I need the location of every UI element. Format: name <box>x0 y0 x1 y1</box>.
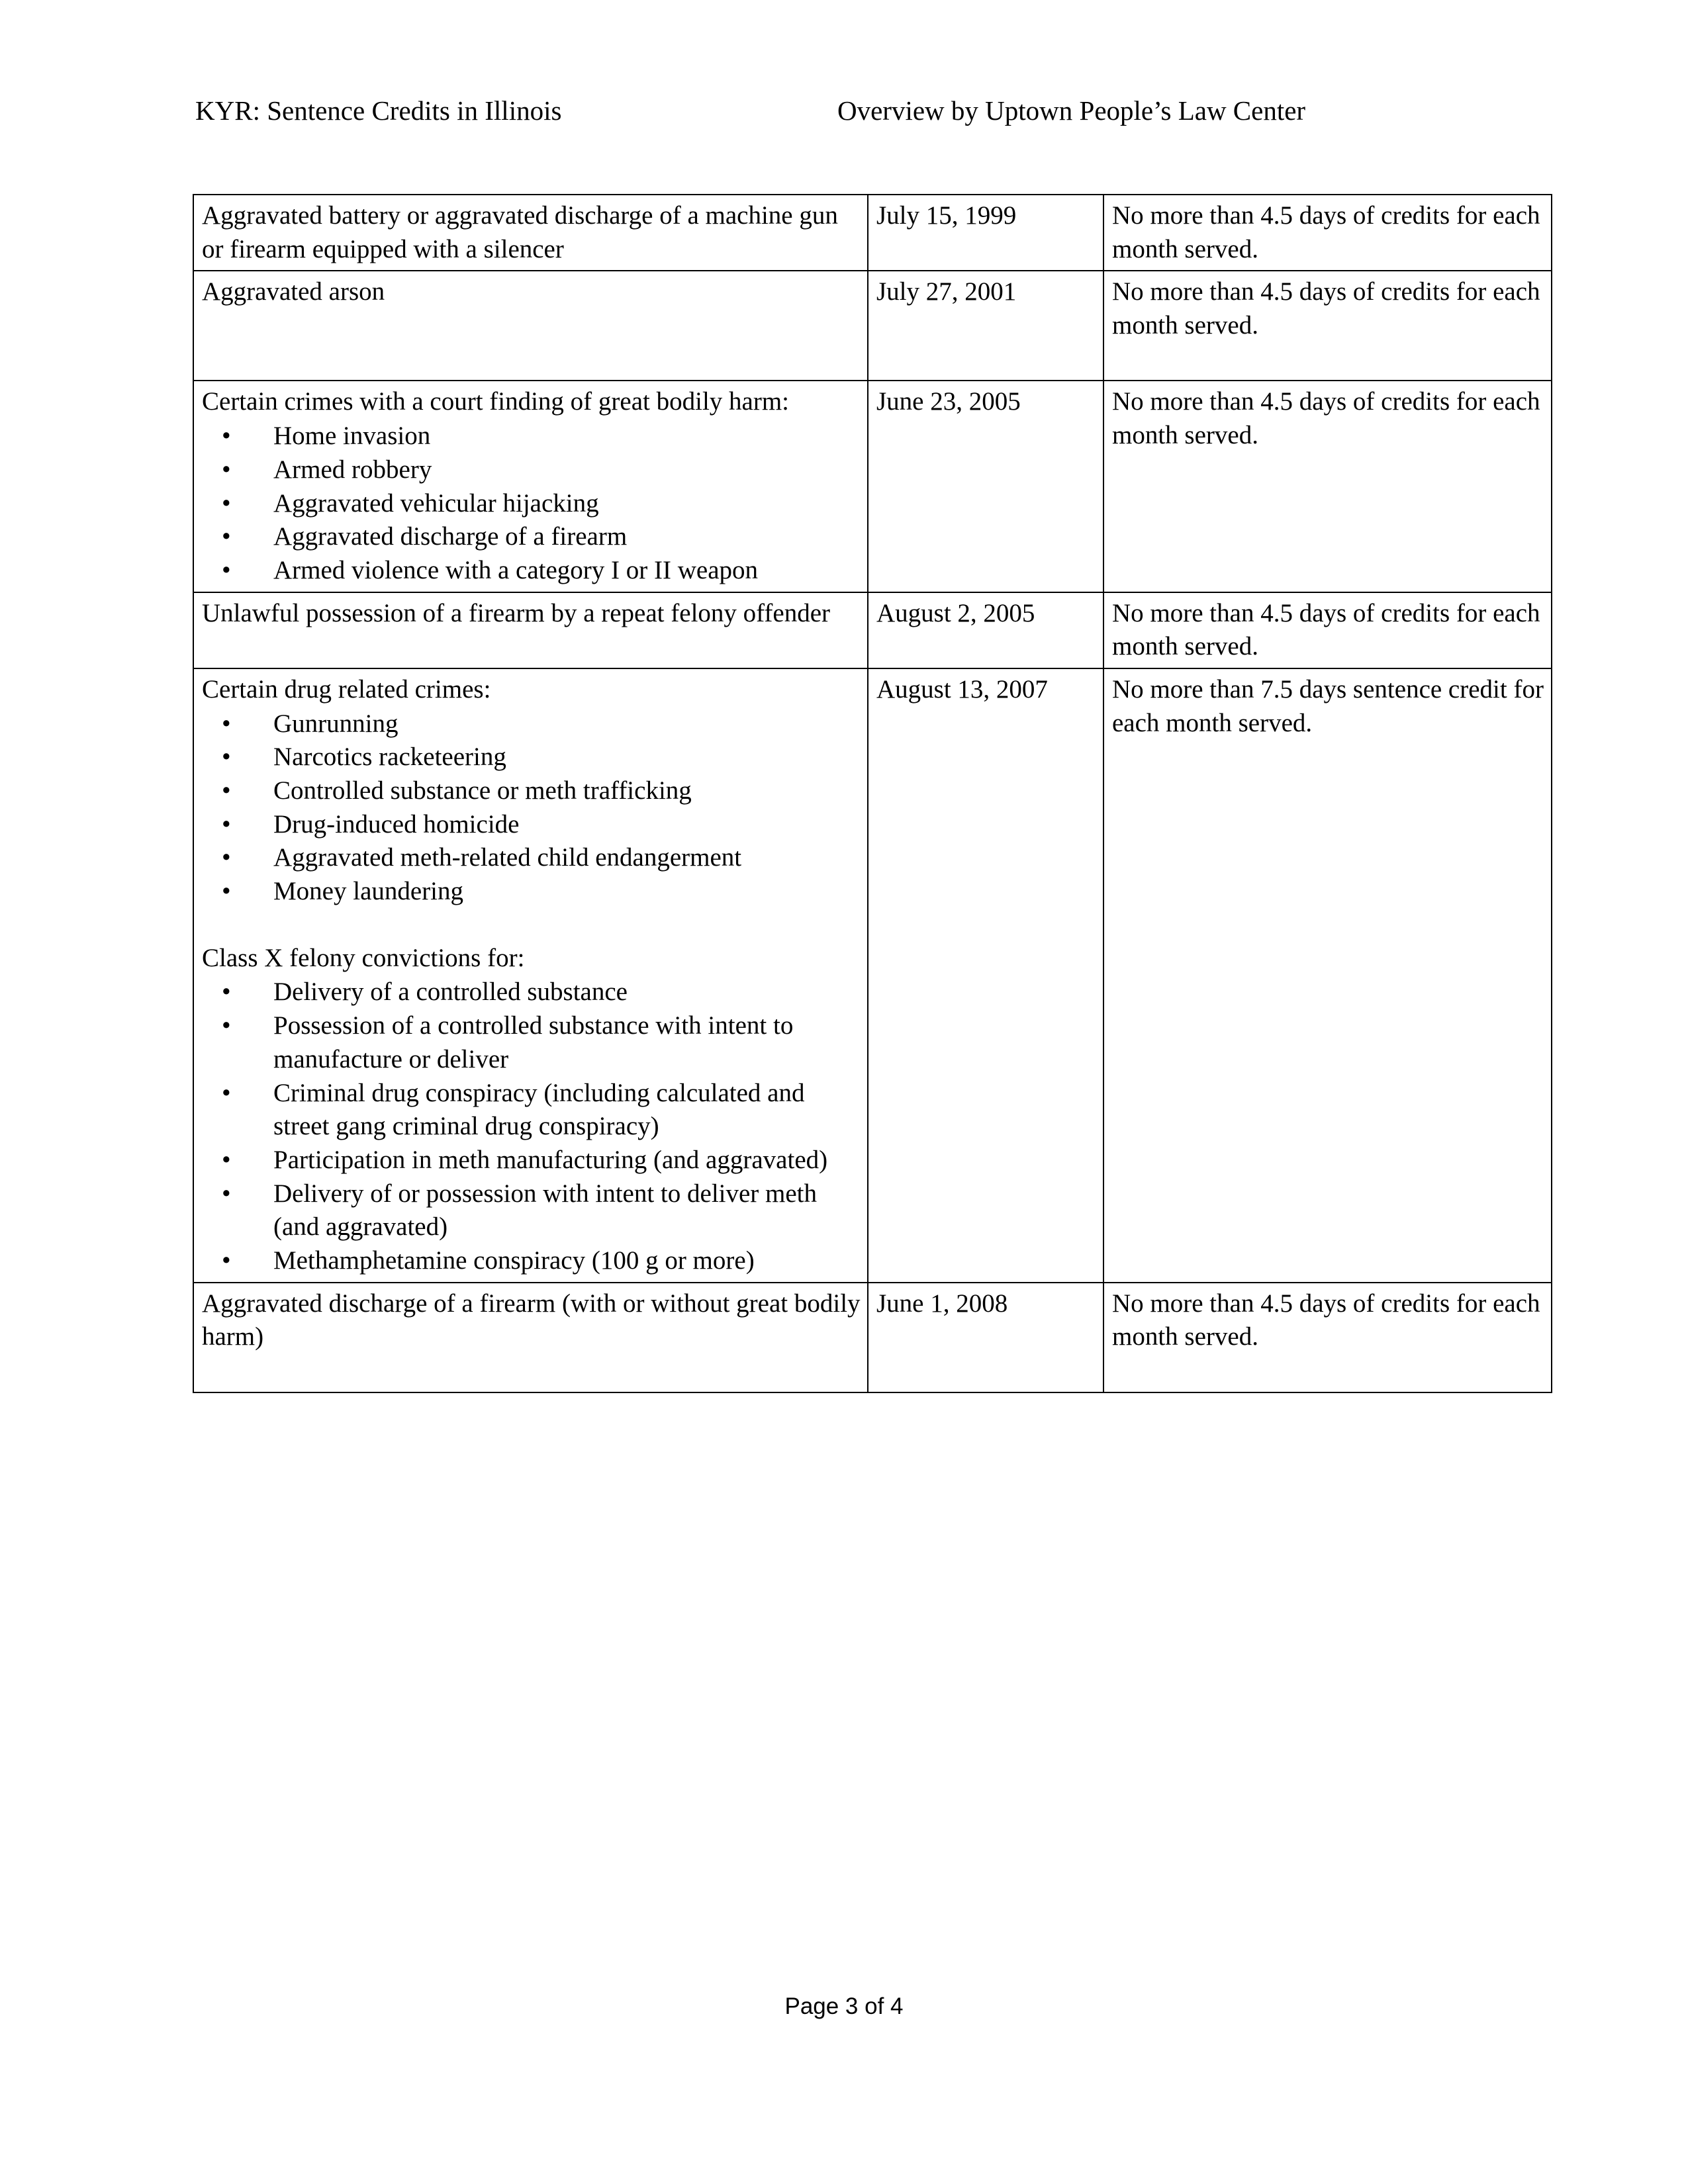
sentence-credits-table <box>193 194 1552 1393</box>
page-footer: Page 3 of 4 <box>784 1993 904 2019</box>
list-item-label: Armed robbery <box>273 455 432 484</box>
list-item-label: Methamphetamine conspiracy (100 g or more) <box>273 1246 755 1275</box>
table-row <box>193 592 1552 668</box>
list-item <box>202 554 861 588</box>
effective-date-cell: June 1, 2008 <box>868 1283 1103 1392</box>
bullet-icon: • <box>222 455 231 484</box>
list-item <box>202 1009 861 1076</box>
list-item-label: Delivery of a controlled substance <box>273 978 628 1007</box>
bullet-icon: • <box>222 555 231 584</box>
list-item <box>202 1177 861 1244</box>
table-row <box>193 271 1552 381</box>
list-item <box>202 741 861 774</box>
offense-bullet-list-2 <box>202 976 861 1277</box>
row-spacer <box>202 343 861 377</box>
bullet-icon: • <box>222 1078 231 1107</box>
list-item-label: Aggravated vehicular hijacking <box>273 488 599 518</box>
credit-rule-cell: No more than 4.5 days of credits for each month served. <box>1103 271 1552 381</box>
list-item-label: Possession of a controlled substance with intent to manufacture or deliver <box>273 1011 794 1073</box>
list-item <box>202 520 861 554</box>
header-title-right: Overview by Uptown People’s Law Center <box>837 95 1306 126</box>
offense-text: Aggravated battery or aggravated discharge of a machine gun or firearm equipped with a silencer <box>202 201 838 263</box>
bullet-icon: • <box>222 422 231 451</box>
header-title-left: KYR: Sentence Credits in Illinois <box>195 95 562 126</box>
effective-date-cell: August 13, 2007 <box>868 668 1103 1283</box>
bullet-icon: • <box>222 488 231 518</box>
table-row <box>193 1283 1552 1392</box>
list-item <box>202 774 861 808</box>
list-item-label: Narcotics racketeering <box>273 743 506 772</box>
offense-text: Aggravated arson <box>202 277 385 306</box>
list-item-label: Drug-induced homicide <box>273 809 520 839</box>
offense-cell <box>193 668 868 1283</box>
offense-cell <box>193 1283 868 1392</box>
list-item-label: Armed violence with a category I or II weapon <box>273 555 759 584</box>
list-item <box>202 841 861 875</box>
list-item-label: Participation in meth manufacturing (and aggravated) <box>273 1145 828 1174</box>
list-item <box>202 487 861 521</box>
offense-text: Unlawful possession of a firearm by a repeat felony offender <box>202 598 831 627</box>
list-item-label: Controlled substance or meth trafficking <box>273 776 692 805</box>
table-row <box>193 381 1552 592</box>
offense-bullet-list <box>202 707 861 909</box>
table-row <box>193 195 1552 271</box>
list-item <box>202 1144 861 1177</box>
effective-date-cell: August 2, 2005 <box>868 592 1103 668</box>
row-spacer <box>202 1354 861 1388</box>
offense-bullet-list <box>202 420 861 587</box>
bullet-icon: • <box>222 709 231 738</box>
bullet-icon: • <box>222 843 231 872</box>
list-item-label: Aggravated meth-related child endangerment <box>273 843 742 872</box>
offense-cell <box>193 592 868 668</box>
credit-rule-cell: No more than 7.5 days sentence credit for each month served. <box>1103 668 1552 1283</box>
offense-lead-text: Certain drug related crimes: <box>202 674 491 704</box>
credit-rule-cell: No more than 4.5 days of credits for each month served. <box>1103 381 1552 592</box>
list-item-label: Gunrunning <box>273 709 399 738</box>
credit-rule-cell: No more than 4.5 days of credits for each month served. <box>1103 1283 1552 1392</box>
list-item-label: Home invasion <box>273 422 431 451</box>
row-spacer <box>202 630 861 664</box>
list-item <box>202 875 861 909</box>
bullet-icon: • <box>222 1246 231 1275</box>
bullet-icon: • <box>222 809 231 839</box>
bullet-icon: • <box>222 776 231 805</box>
offense-cell <box>193 381 868 592</box>
effective-date-cell: July 27, 2001 <box>868 271 1103 381</box>
list-item <box>202 1244 861 1278</box>
section-gap <box>202 909 861 942</box>
list-item-label: Aggravated discharge of a firearm <box>273 522 628 551</box>
list-item <box>202 453 861 487</box>
offense-text: Aggravated discharge of a firearm (with or without great bodily harm) <box>202 1289 861 1351</box>
bullet-icon: • <box>222 743 231 772</box>
bullet-icon: • <box>222 1145 231 1174</box>
list-item <box>202 707 861 741</box>
list-item-label: Delivery of or possession with intent to deliver meth (and aggravated) <box>273 1179 818 1242</box>
offense-cell <box>193 195 868 271</box>
offense-lead-text: Certain crimes with a court finding of great bodily harm: <box>202 387 790 416</box>
bullet-icon: • <box>222 978 231 1007</box>
bullet-icon: • <box>222 522 231 551</box>
list-item <box>202 420 861 453</box>
effective-date-cell: June 23, 2005 <box>868 381 1103 592</box>
credit-rule-cell: No more than 4.5 days of credits for each month served. <box>1103 592 1552 668</box>
offense-cell <box>193 271 868 381</box>
offense-lead-text-2: Class X felony convictions for: <box>202 943 525 972</box>
bullet-icon: • <box>222 1179 231 1208</box>
effective-date-cell: July 15, 1999 <box>868 195 1103 271</box>
credit-rule-cell: No more than 4.5 days of credits for each month served. <box>1103 195 1552 271</box>
list-item-label: Criminal drug conspiracy (including calculated and street gang criminal drug conspiracy) <box>273 1078 805 1141</box>
list-item <box>202 808 861 842</box>
table-row <box>193 668 1552 1283</box>
bullet-icon: • <box>222 877 231 906</box>
page-header <box>195 94 1519 127</box>
list-item-label: Money laundering <box>273 877 464 906</box>
list-item <box>202 1077 861 1144</box>
bullet-icon: • <box>222 1011 231 1040</box>
list-item <box>202 976 861 1009</box>
row-spacer <box>202 309 861 343</box>
